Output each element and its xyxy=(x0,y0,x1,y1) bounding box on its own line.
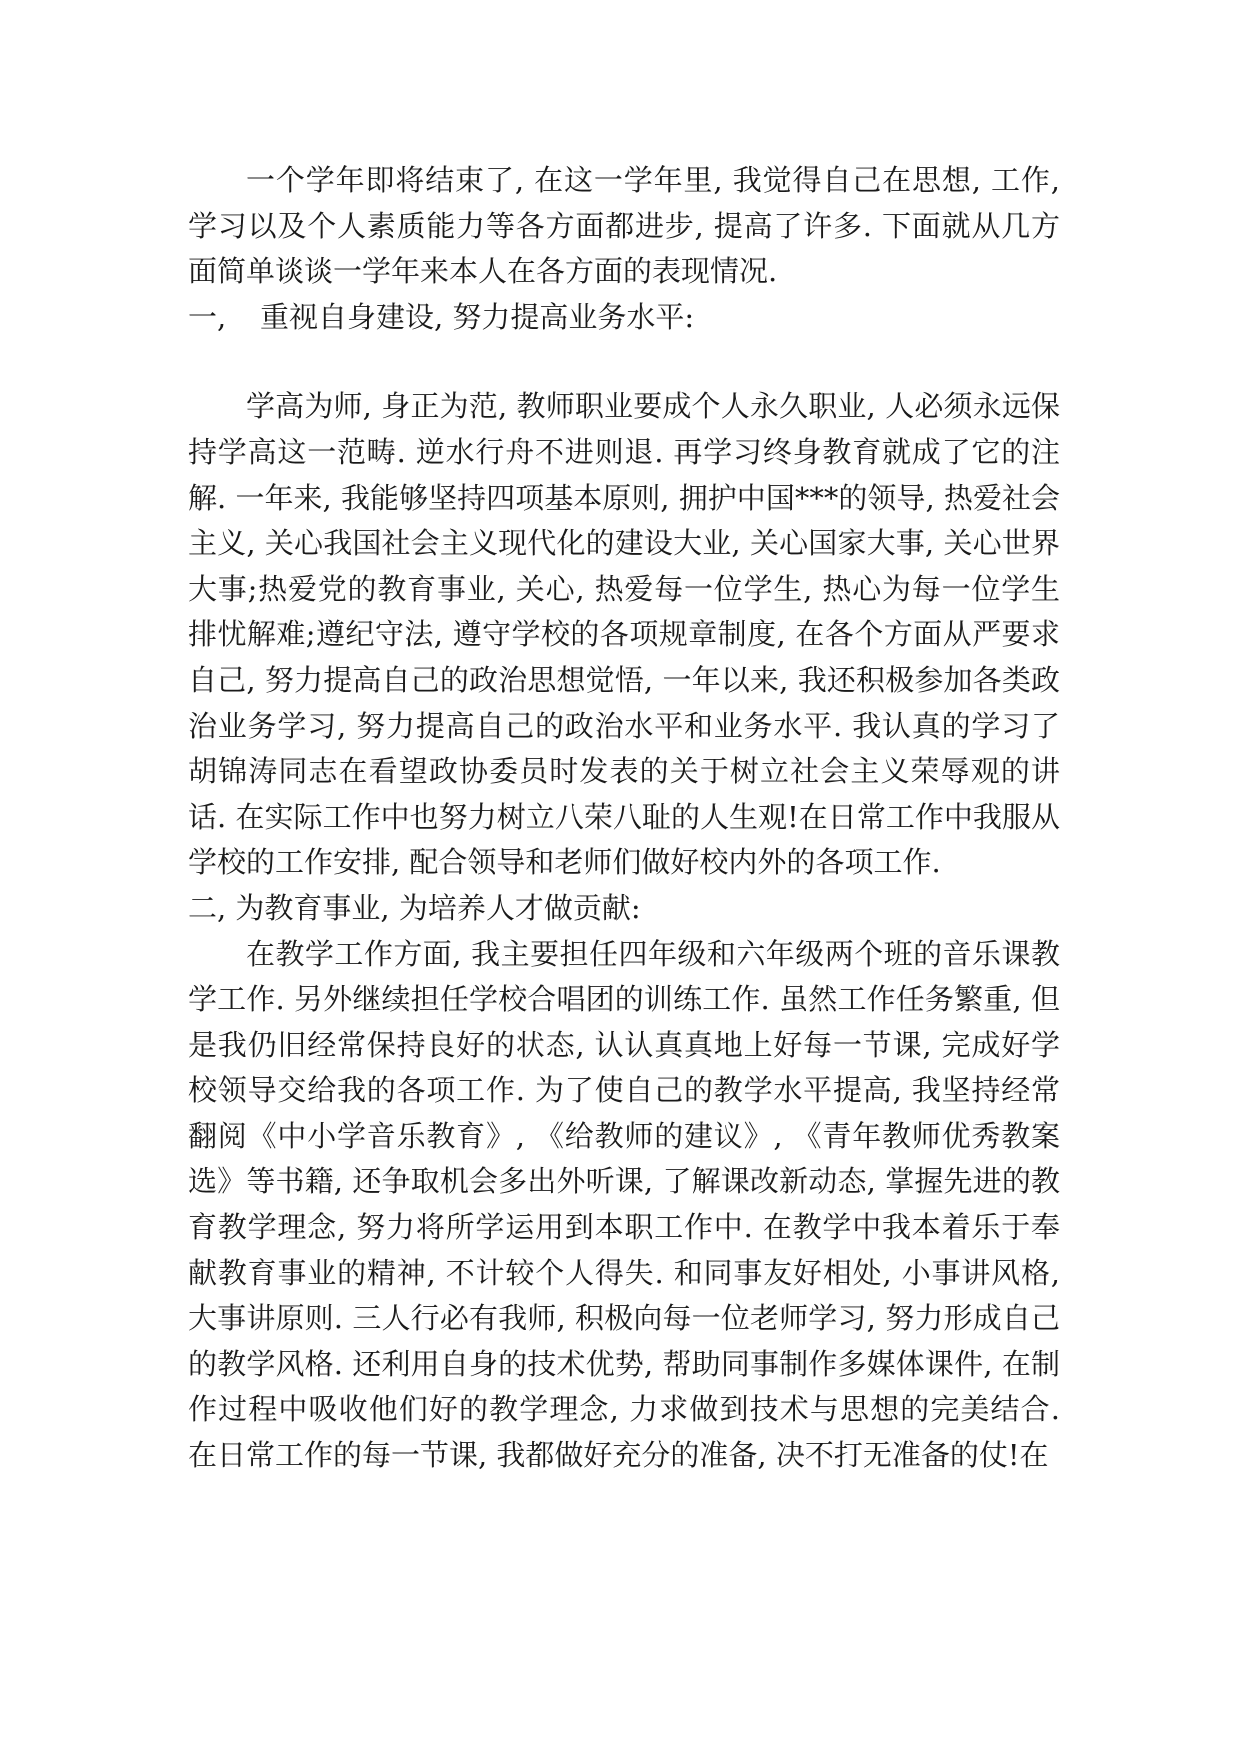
section-2-paragraph: 在教学工作方面, 我主要担任四年级和六年级两个班的音乐课教学工作. 另外继续担任学校合唱团的训练工作. 虽然工作任务繁重, 但是我仍旧经常保持良好的状态, 认认真真地上好每一节课, 完成好学校领导交给我的各项工作. 为了使自己的教学水平提高, 我坚持经常翻阅《中小学音乐教育》, 《给教师的建议》, 《青年教师优秀教案选》等书籍, 还争取机会多出外听课, 了解课改新动态, 掌握先进的教育教学理念, 努力将所学运用到本职工作中. 在教学中我本着乐于奉献教育事业的精神, 不计较个人得失. 和同事友好相处, 小事讲风格, 大事讲原则. 三人行必有我师, 积极向每一位老师学习, 努力形成自己的教学风格. 还利用自身的技术优势, 帮助同事制作多媒体课件, 在制作过程中吸收他们好的教学理念, 力求做到技术与思想的完美结合. 在日常工作的每一节课, 我都做好充分的准备, 决不打无准备的仗!在 xyxy=(188,936,1060,1473)
section-1-spacer xyxy=(188,340,1060,384)
section-1-title: 重视自身建设, 努力提高业务水平: xyxy=(260,299,695,334)
intro-paragraph: 一个学年即将结束了, 在这一学年里, 我觉得自己在思想, 工作, 学习以及个人素质能力等各方面都进步, 提高了许多. 下面就从几方面简单谈谈一学年来本人在各方面的表现情况. xyxy=(188,163,1060,289)
section-1-number: 一, xyxy=(188,299,227,334)
document-body xyxy=(188,158,1060,1479)
section-1-heading xyxy=(188,295,1060,341)
section-2-heading: 二, 为教育事业, 为培养人才做贡献: xyxy=(188,890,641,925)
section-1-paragraph: 学高为师, 身正为范, 教师职业要成个人永久职业, 人必须永远保持学高这一范畴. 逆水行舟不进则退. 再学习终身教育就成了它的注解. 一年来, 我能够坚持四项基本原则, 拥护中国***的领导, 热爱社会主义, 关心我国社会主义现代化的建设大业, 关心国家大事, 关心世界大事;热爱党的教育事业, 关心, 热爱每一位学生, 热心为每一位学生排忧解难;遵纪守法, 遵守学校的各项规章制度, 在各个方面从严要求自己, 努力提高自己的政治思想觉悟, 一年以来, 我还积极参加各类政治业务学习, 努力提高自己的政治水平和业务水平. 我认真的学习了胡锦涛同志在看望政协委员时发表的关于树立社会主义荣辱观的讲话. 在实际工作中也努力树立八荣八耻的人生观!在日常工作中我服从学校的工作安排, 配合领导和老师们做好校内外的各项工作. xyxy=(188,389,1060,880)
